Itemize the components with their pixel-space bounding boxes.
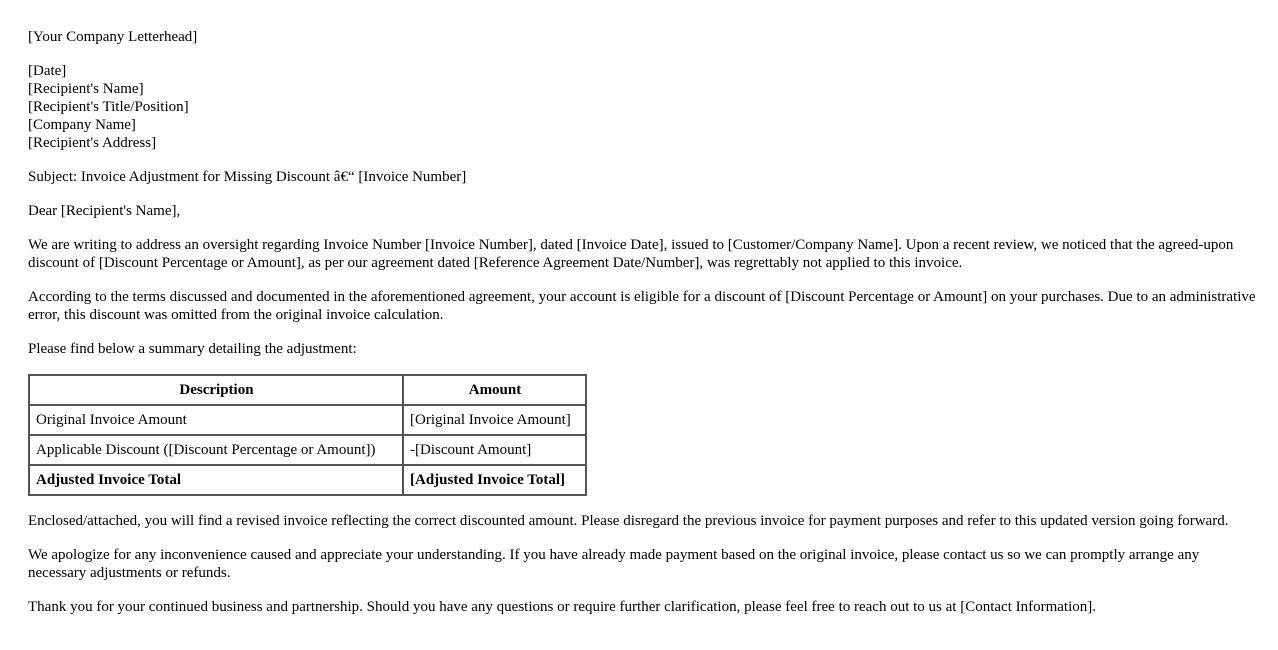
- cell-amount: -[Discount Amount]: [403, 435, 586, 465]
- paragraph-oversight: We are writing to address an oversight regarding Invoice Number [Invoice Number], dated [Invoice Date], issued to [Customer/Company Name]. Upon a recent review, we noticed that the agreed-upon discount of [Discount Percentage or Amount], as per our agreement dated [Reference Agreement Date/Number], was regrettably not applied to this invoice.: [28, 237, 1234, 271]
- table-row-total: [29, 465, 586, 495]
- paragraph-enclosed: Enclosed/attached, you will find a revised invoice reflecting the correct discounted amount. Please disregard the previous invoice for payment purposes and refer to this updated version going forward.: [28, 513, 1229, 529]
- paragraph-summary-intro: Please find below a summary detailing the adjustment:: [28, 341, 357, 357]
- paragraph-thanks: Thank you for your continued business and partnership. Should you have any questions or require further clarification, please feel free to reach out to us at [Contact Information].: [28, 599, 1097, 615]
- cell-amount: [Adjusted Invoice Total]: [403, 465, 586, 495]
- paragraph-apology: We apologize for any inconvenience caused and appreciate your understanding. If you have already made payment based on the original invoice, please contact us so we can promptly arrange any necessary adjustments or refunds.: [28, 547, 1200, 581]
- address-block: [28, 62, 1256, 152]
- paragraph-terms: According to the terms discussed and documented in the aforementioned agreement, your account is eligible for a discount of [Discount Percentage or Amount] on your purchases. Due to an administrative error, this discount was omitted from the original invoice calculation.: [28, 289, 1256, 323]
- date-line: [Date]: [28, 63, 67, 79]
- letterhead: [Your Company Letterhead]: [28, 29, 198, 45]
- header-description: Description: [29, 375, 403, 405]
- cell-description: Adjusted Invoice Total: [29, 465, 403, 495]
- table-row: [29, 405, 586, 435]
- table-row: [29, 435, 586, 465]
- table-header-row: [29, 375, 586, 405]
- cell-description: Original Invoice Amount: [29, 405, 403, 435]
- company-name-line: [Company Name]: [28, 117, 136, 133]
- salutation: Dear [Recipient's Name],: [28, 203, 181, 219]
- subject-line: Subject: Invoice Adjustment for Missing Discount â€“ [Invoice Number]: [28, 169, 467, 185]
- recipient-title-line: [Recipient's Title/Position]: [28, 99, 189, 115]
- letter-document: [28, 28, 1256, 632]
- header-amount: Amount: [403, 375, 586, 405]
- recipient-address-line: [Recipient's Address]: [28, 135, 157, 151]
- adjustment-summary-table: [28, 374, 587, 496]
- cell-description: Applicable Discount ([Discount Percentage or Amount]): [29, 435, 403, 465]
- cell-amount: [Original Invoice Amount]: [403, 405, 586, 435]
- recipient-name-line: [Recipient's Name]: [28, 81, 144, 97]
